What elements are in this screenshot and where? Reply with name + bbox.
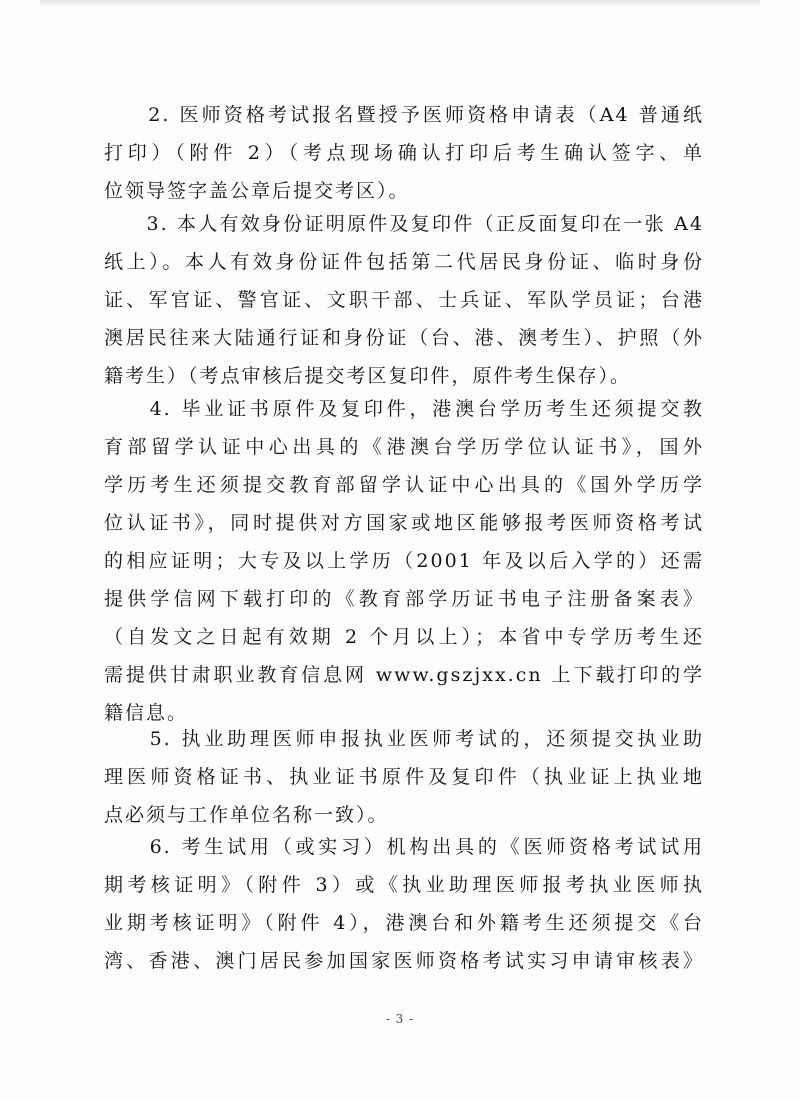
text-line: 业期考核证明》（附件 4），港澳台和外籍考生还须提交《台 <box>104 912 704 934</box>
text-line: （自发文之日起有效期 2 个月以上）；本省中专学历考生还 <box>104 626 704 648</box>
text-line: 需提供甘肃职业教育信息网 www.gszjxx.cn 上下载打印的学 <box>104 664 704 686</box>
text-line: 育部留学认证中心出具的《港澳台学历学位认证书》，国外 <box>104 436 704 458</box>
text-line: 2. 医师资格考试报名暨授予医师资格申请表（A4 普通纸 <box>104 104 704 126</box>
text-line: 提供学信网下载打印的《教育部学历证书电子注册备案表》 <box>104 588 704 610</box>
text-line: 期考核证明》（附件 3）或《执业助理医师报考执业医师执 <box>104 874 704 896</box>
text-line: 3. 本人有效身份证明原件及复印件（正反面复印在一张 A4 <box>104 213 704 235</box>
text-line: 的相应证明；大专及以上学历（2001 年及以后入学的）还需 <box>104 550 704 572</box>
text-line: 打印）（附件 2）（考点现场确认打印后考生确认签字、单 <box>104 142 704 164</box>
text-line: 6. 考生试用（或实习）机构出具的《医师资格考试试用 <box>104 836 704 858</box>
text-line: 证、军官证、警官证、文职干部、士兵证、军队学员证；台港 <box>104 289 704 311</box>
text-line: 点必须与工作单位名称一致）。 <box>104 804 389 826</box>
text-line: 籍考生）（考点审核后提交考区复印件，原件考生保存）。 <box>104 365 632 387</box>
page-number: - 3 - <box>385 1012 415 1026</box>
text-line: 澳居民往来大陆通行证和身份证（台、港、澳考生）、护照（外 <box>104 327 704 349</box>
text-line: 籍信息。 <box>104 702 189 724</box>
text-line: 理医师资格证书、执业证书原件及复印件（执业证上执业地 <box>104 766 704 788</box>
text-line: 学历考生还须提交教育部留学认证中心出具的《国外学历学 <box>104 474 704 496</box>
text-line: 位认证书》，同时提供对方国家或地区能够报考医师资格考试 <box>104 512 704 534</box>
text-line: 纸上）。本人有效身份证件包括第二代居民身份证、临时身份 <box>104 251 704 273</box>
text-line: 4. 毕业证书原件及复印件，港澳台学历考生还须提交教 <box>104 398 704 420</box>
scan-edge <box>40 0 760 6</box>
text-line: 5. 执业助理医师申报执业医师考试的，还须提交执业助 <box>104 728 704 750</box>
paragraph-item-2 <box>104 96 704 210</box>
paragraph-item-3 <box>104 205 704 395</box>
paragraph-item-5 <box>104 720 704 834</box>
text-line: 湾、香港、澳门居民参加国家医师资格考试实习申请审核表》 <box>104 950 704 972</box>
paragraph-item-6 <box>104 828 704 980</box>
text-line: 位领导签字盖公章后提交考区）。 <box>104 180 410 202</box>
paragraph-item-4 <box>104 390 704 732</box>
